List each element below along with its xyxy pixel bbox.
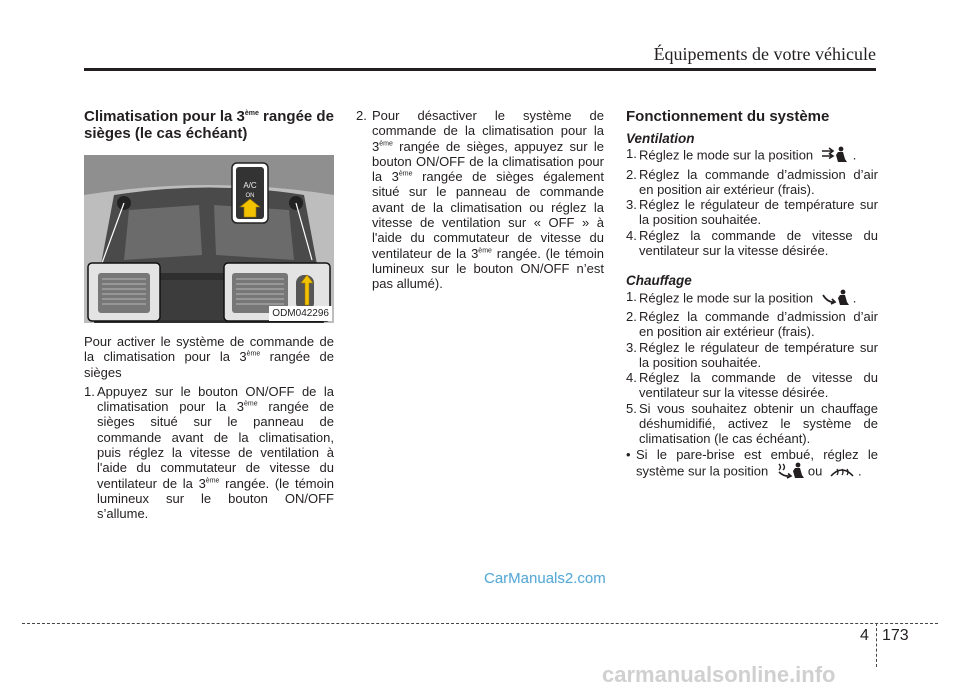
figure-caption: ODM042296	[269, 306, 332, 321]
cargo-illustration	[84, 155, 334, 323]
svg-text:ON: ON	[245, 193, 255, 199]
chauffage-step-4: 4. Réglez la commande de vitesse du ventilateur sur la vitesse désirée.	[626, 370, 878, 401]
chauffage-title: Chauffage	[626, 273, 692, 289]
ventilation-step-2: 2. Réglez la commande d’admission d’air en position air extérieur (frais).	[626, 166, 878, 197]
intro-paragraph: Pour activer le système de commande de la climatisation pour la 3ème rangée de sièges	[84, 334, 334, 380]
footer-rule	[22, 623, 938, 624]
section-heading-3rd-row: Climatisation pour la 3ème rangée de sièges (le cas échéant)	[84, 108, 334, 142]
defog-bullet: • Si le pare-brise est embué, réglez le système sur la position ou .	[626, 447, 878, 483]
svg-text:A/C: A/C	[243, 181, 257, 190]
chauffage-step-1: 1. Réglez le mode sur la position .	[626, 289, 878, 309]
chapter-number: 4	[860, 627, 869, 644]
ventilation-title: Ventilation	[626, 131, 695, 146]
chauffage-step-2: 2. Réglez la commande d’admission d’air en position air extérieur (frais).	[626, 308, 878, 340]
section-heading-operation: Fonctionnement du système	[626, 108, 830, 125]
step-1: 1. Appuyez sur le bouton ON/OFF de la climatisation pour la 3ème rangée de sièges situé sur le panneau de commande avant de la climatisation, puis réglez la vitesse de ventilation à l'aide du commutateur de vitesse du ventilateur de la 3ème rangée. (le témoin lumineux sur le bouton ON/OFF s’allume.	[84, 383, 334, 522]
header-rule	[84, 68, 876, 71]
watermark-carmanualsonline: carmanualsonline.info	[602, 662, 836, 687]
column-1	[84, 108, 334, 522]
header-title: Équipements de votre véhicule	[653, 44, 876, 64]
figure-rear-cargo-vents	[84, 155, 334, 323]
ventilation-step-1: 1. Réglez le mode sur la position .	[626, 146, 878, 166]
column-2	[356, 108, 604, 292]
chauffage-step-5: 5. Si vous souhaitez obtenir un chauffage déshumidifié, activez le système de climatisation (le cas échéant).	[626, 400, 878, 447]
ventilation-step-4: 4. Réglez la commande de vitesse du ventilateur sur la vitesse désirée.	[626, 227, 878, 259]
defrost-mode-icon	[829, 462, 855, 482]
floor-defrost-mode-icon	[775, 462, 805, 482]
page-number-separator	[876, 623, 877, 667]
floor-mode-icon	[820, 289, 850, 309]
step-2: 2. Pour désactiver le système de commande de la climatisation pour la 3ème rangée de sièges, appuyez sur le bouton ON/OFF de la climatisation pour la 3ème rangée de sièges également situé sur le panneau de commande avant de la climatisation ou réglez la vitesse de ventilation sur « OFF » à l'aide du commutateur de vitesse du ventilateur de la 3ème rangée. (le témoin lumineux sur le bouton ON/OFF n’est pas allumé).	[356, 108, 604, 292]
watermark-carmanuals2: CarManuals2.com	[484, 570, 606, 587]
ventilation-step-3: 3. Réglez le régulateur de température sur la position souhaitée.	[626, 197, 878, 228]
column-3	[626, 108, 878, 482]
face-vent-mode-icon	[820, 146, 850, 166]
chauffage-step-3: 3. Réglez le régulateur de température sur la position souhaitée.	[626, 339, 878, 370]
page-number: 173	[882, 627, 909, 644]
